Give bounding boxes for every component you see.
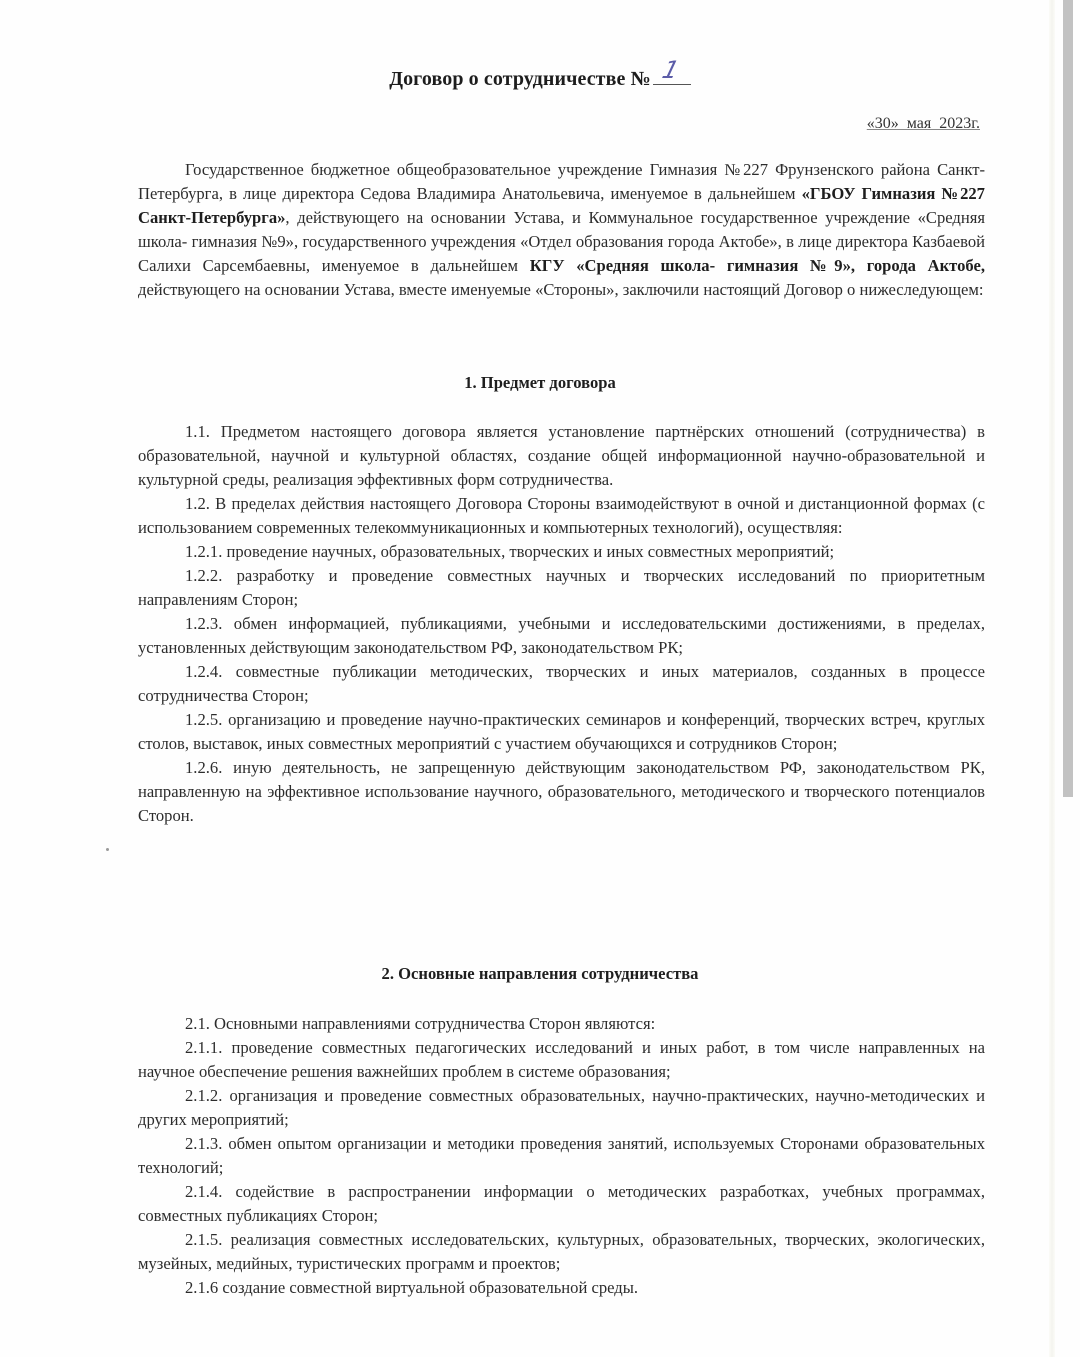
party1-short-name: «ГБОУ Гимназия №227 Санкт-Петербурга» — [138, 184, 985, 227]
clause-1-2-6: 1.2.6. иную деятельность, не запрещенную действующим законодательством РФ, законодательством РК, направленную на эффективное использование научного, образовательного, методического и творческого потенциалов Сторон. — [138, 758, 985, 825]
clause-1-1: 1.1. Предметом настоящего договора является установление партнёрских отношений (сотрудничества) в образовательной, научной и культурной областях, создание общей информационной научно-образовательной и культурной среды, реализация эффективных форм сотрудничества. — [138, 422, 985, 489]
contract-number-field — [653, 56, 691, 85]
section2-body — [138, 1012, 985, 1300]
scrollbar-thumb[interactable] — [1063, 0, 1073, 797]
scan-edge-shadow — [1049, 0, 1055, 1357]
intro-paragraph — [138, 158, 985, 302]
clause-1-2-5: 1.2.5. организацию и проведение научно-практических семинаров и конференций, творческих встреч, круглых столов, выставок, иных совместных мероприятий с участием обучающихся и сотрудников Сторон; — [138, 710, 985, 753]
clause-1-2-2: 1.2.2. разработку и проведение совместных научных и творческих исследований по приоритетным направлениям Сторон; — [138, 566, 985, 609]
clause-2-1-1: 2.1.1. проведение совместных педагогических исследований и иных работ, в том числе направленных на научное обеспечение решения важнейших проблем в системе образования; — [138, 1038, 985, 1081]
clause-1-2: 1.2. В пределах действия настоящего Договора Стороны взаимодействуют в очной и дистанционной формах (с использованием современных телекоммуникационных и компьютерных технологий), осуществляя: — [138, 494, 985, 537]
intro-paragraph-block — [138, 158, 985, 302]
clause-2-1-5: 2.1.5. реализация совместных исследовательских, культурных, образовательных, творческих, экологических, музейных, медийных, туристических программ и проектов; — [138, 1230, 985, 1273]
clause-2-1-3: 2.1.3. обмен опытом организации и методики проведения занятий, используемых Сторонами образовательных технологий; — [138, 1134, 985, 1177]
intro-text-1: Государственное бюджетное общеобразовательное учреждение Гимназия №227 Фрунзенского района Санкт-Петербурга, в лице директора Седова Владимира Анатольевича, именуемое в дальнейшем — [138, 160, 985, 203]
clause-1-2-4: 1.2.4. совместные публикации методических, творческих и иных материалов, созданных в процессе сотрудничества Сторон; — [138, 662, 985, 705]
handwritten-number: 1 — [659, 56, 682, 84]
section2-heading: 2. Основные направления сотрудничества — [381, 964, 699, 983]
clause-2-1-6: 2.1.6 создание совместной виртуальной образовательной среды. — [185, 1278, 639, 1297]
section1-body — [138, 420, 985, 828]
party2-short-name: КГУ «Средняя школа- гимназия №9», города Актобе, — [529, 256, 985, 275]
clause-1-2-1: 1.2.1. проведение научных, образовательных, творческих и иных совместных мероприятий; — [185, 542, 835, 561]
clause-1-2-3: 1.2.3. обмен информацией, публикациями, учебными и исследовательскими достижениями, в пределах, установленных действующим законодательством РФ, законодательством РК; — [138, 614, 985, 657]
section1-heading: 1. Предмет договора — [464, 373, 616, 392]
clause-2-1-4: 2.1.4. содействие в распространении информации о методических разработках, учебных программах, совместных публикациях Сторон; — [138, 1182, 985, 1225]
clause-2-1: 2.1. Основными направлениями сотрудничества Сторон являются: — [185, 1014, 656, 1033]
clause-2-1-2: 2.1.2. организация и проведение совместных образовательных, научно-практических, научно-методических и других мероприятий; — [138, 1086, 985, 1129]
intro-text-2: , действующего на основании Устава, и Коммунальное государственное учреждение «Средняя школа- гимназия №9», государственного учреждения «Отдел образования города Актобе», в лице директора Казбаевой Салихи Сарсембаевны, именуемое в дальнейшем — [138, 208, 985, 275]
document-date: «30» мая 2023г. — [866, 115, 980, 132]
scan-speck — [106, 848, 109, 851]
document-title — [0, 56, 1080, 91]
title-text: Договор о сотрудничестве № — [389, 68, 651, 90]
intro-text-3: действующего на основании Устава, вместе именуемые «Стороны», заключили настоящий Договор о нижеследующем: — [138, 280, 984, 299]
